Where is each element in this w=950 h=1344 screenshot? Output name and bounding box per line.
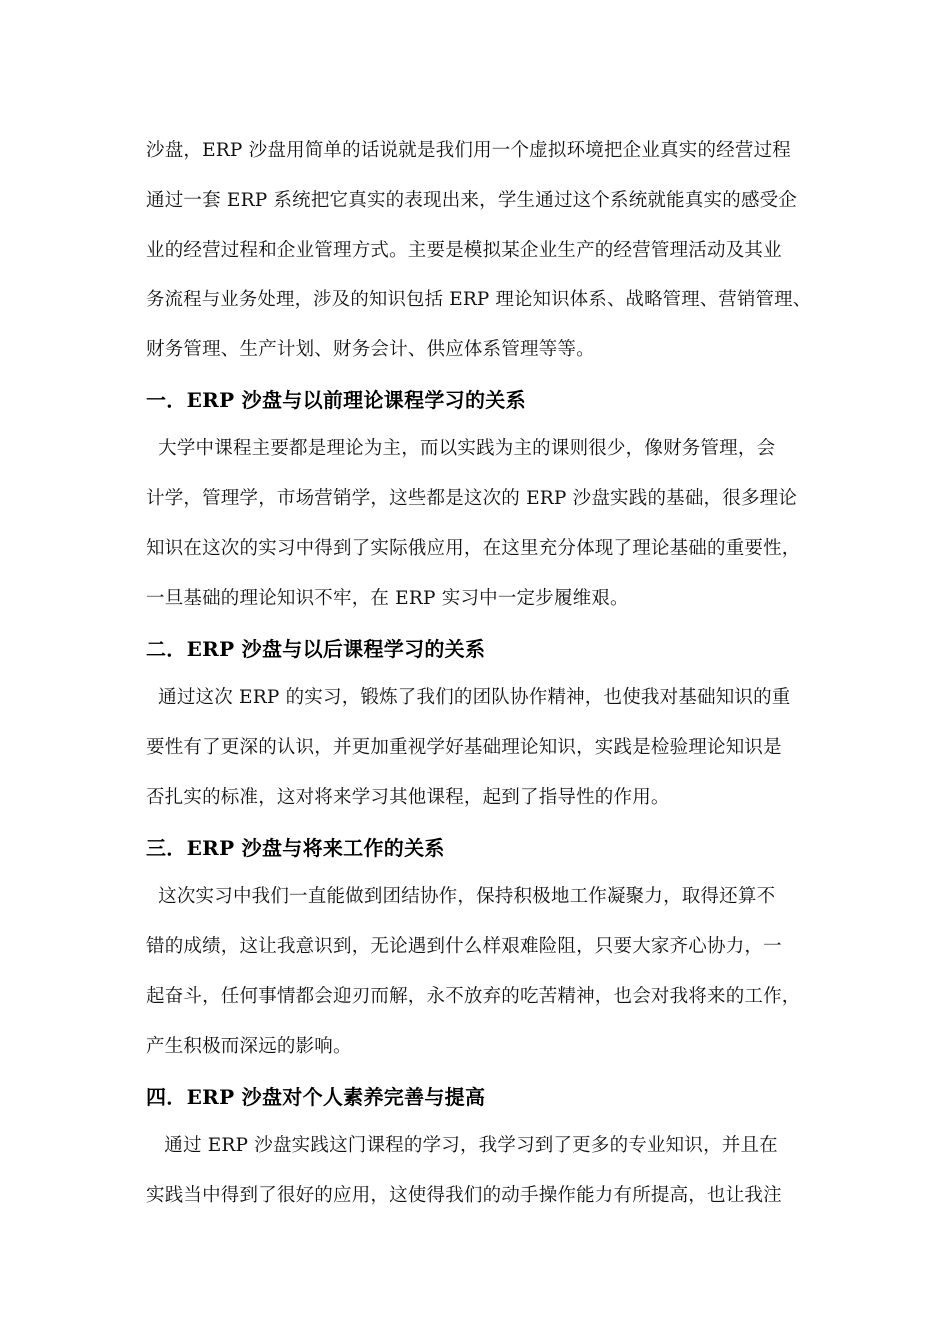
section-1-line-4: 一旦基础的理论知识不牢，在 ERP 实习中一定步履维艰。 bbox=[146, 588, 629, 609]
section-3-line-2: 错的成绩，这让我意识到，无论遇到什么样艰难险阻，只要大家齐心协力，一 bbox=[146, 936, 782, 957]
section-2-heading: 二．ERP 沙盘与以后课程学习的关系 bbox=[146, 637, 486, 661]
section-1-heading: 一．ERP 沙盘与以前理论课程学习的关系 bbox=[146, 388, 526, 412]
section-1-line-1: 大学中课程主要都是理论为主，而以实践为主的课则很少，像财务管理，会 bbox=[146, 438, 776, 459]
section-1-line-3: 知识在这次的实习中得到了实际俄应用，在这里充分体现了理论基础的重要性， bbox=[146, 538, 801, 559]
section-3-heading: 三．ERP 沙盘与将来工作的关系 bbox=[146, 836, 445, 860]
section-1-line-2: 计学，管理学，市场营销学，这些都是这次的 ERP 沙盘实践的基础，很多理论 bbox=[146, 488, 798, 509]
section-2-line-2: 要性有了更深的认识，并更加重视学好基础理论知识，实践是检验理论知识是 bbox=[146, 737, 782, 758]
section-3-line-3: 起奋斗，任何事情都会迎刃而解，永不放弃的吃苦精神，也会对我将来的工作， bbox=[146, 986, 801, 1007]
section-3-line-4: 产生积极而深远的影响。 bbox=[146, 1036, 352, 1057]
section-2-line-3: 否扎实的标准，这对将来学习其他课程，起到了指导性的作用。 bbox=[146, 787, 670, 808]
section-4-heading: 四．ERP 沙盘对个人素养完善与提高 bbox=[146, 1085, 486, 1109]
section-4-line-1: 通过 ERP 沙盘实践这门课程的学习，我学习到了更多的专业知识，并且在 bbox=[146, 1135, 778, 1156]
section-3-line-1: 这次实习中我们一直能做到团结协作，保持积极地工作凝聚力，取得还算不 bbox=[146, 886, 776, 907]
intro-line-5: 财务管理、生产计划、财务会计、供应体系管理等等。 bbox=[146, 339, 595, 360]
intro-line-2: 通过一套 ERP 系统把它真实的表现出来，学生通过这个系统就能真实的感受企 bbox=[146, 190, 798, 211]
section-4-line-2: 实践当中得到了很好的应用，这使得我们的动手操作能力有所提高，也让我注 bbox=[146, 1185, 782, 1206]
section-2-line-1: 通过这次 ERP 的实习，锻炼了我们的团队协作精神，也使我对基础知识的重 bbox=[146, 687, 791, 708]
intro-line-4: 务流程与业务处理，涉及的知识包括 ERP 理论知识体系、战略管理、营销管理、 bbox=[146, 289, 812, 310]
intro-line-3: 业的经营过程和企业管理方式。主要是模拟某企业生产的经营管理活动及其业 bbox=[146, 240, 782, 261]
intro-line-1: 沙盘，ERP 沙盘用简单的话说就是我们用一个虚拟环境把企业真实的经营过程 bbox=[146, 140, 791, 161]
